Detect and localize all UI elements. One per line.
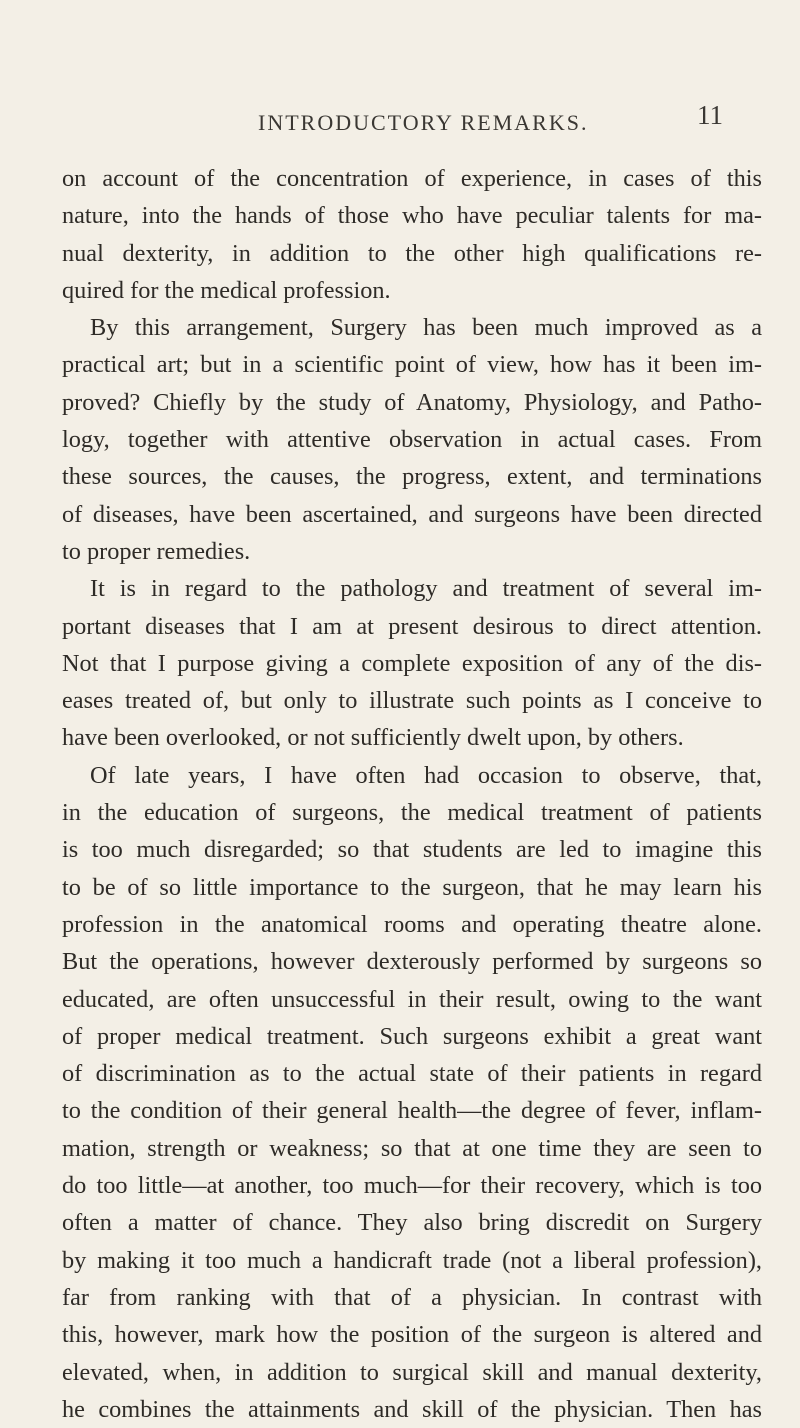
text-line: quired for the medical profession. xyxy=(62,276,391,304)
page-number: 11 xyxy=(697,100,723,130)
text-line: far from ranking with that of a physician. In contrast with xyxy=(62,1283,762,1311)
running-title: INTRODUCTORY REMARKS. xyxy=(258,110,589,135)
text-line: Of late years, I have often had occasion to observe, that, xyxy=(90,761,762,789)
text-line: to be of so little importance to the surgeon, that he may learn his xyxy=(62,873,762,901)
text-line: practical art; but in a scientific point of view, how has it been im- xyxy=(62,351,762,379)
body-text xyxy=(62,160,762,1428)
text-line: to the condition of their general health—the degree of fever, inflam- xyxy=(62,1097,762,1125)
text-line: But the operations, however dexterously performed by surgeons so xyxy=(62,948,762,976)
text-line: this, however, mark how the position of the surgeon is altered and xyxy=(62,1321,762,1349)
text-line: in the education of surgeons, the medical treatment of patients xyxy=(62,799,762,827)
text-line: It is in regard to the pathology and treatment of several im- xyxy=(90,575,762,603)
text-line: By this arrangement, Surgery has been much improved as a xyxy=(90,314,762,342)
text-line: logy, together with attentive observation in actual cases. From xyxy=(62,426,762,454)
running-head xyxy=(0,100,800,140)
text-line: he combines the attainments and skill of the physician. Then has xyxy=(62,1395,762,1423)
text-line: of diseases, have been ascertained, and surgeons have been directed xyxy=(62,500,762,528)
text-line: to proper remedies. xyxy=(62,537,251,565)
text-line: of discrimination as to the actual state of their patients in regard xyxy=(62,1060,762,1088)
text-line: do too little—at another, too much—for their recovery, which is too xyxy=(62,1172,762,1200)
text-line: educated, are often unsuccessful in their result, owing to the want xyxy=(62,985,762,1013)
text-line: of proper medical treatment. Such surgeons exhibit a great want xyxy=(62,1022,762,1050)
text-line: profession in the anatomical rooms and operating theatre alone. xyxy=(62,910,762,938)
text-line: proved? Chiefly by the study of Anatomy, Physiology, and Patho- xyxy=(62,388,762,416)
text-line: portant diseases that I am at present desirous to direct attention. xyxy=(62,612,762,640)
text-line: nual dexterity, in addition to the other high qualifications re- xyxy=(62,239,762,267)
text-line: often a matter of chance. They also bring discredit on Surgery xyxy=(62,1209,762,1237)
text-line: elevated, when, in addition to surgical skill and manual dexterity, xyxy=(62,1358,762,1386)
text-line: have been overlooked, or not sufficiently dwelt upon, by others. xyxy=(62,724,684,752)
text-line: is too much disregarded; so that students are led to imagine this xyxy=(62,836,762,864)
text-line: these sources, the causes, the progress, extent, and terminations xyxy=(62,463,762,491)
text-line: Not that I purpose giving a complete exposition of any of the dis- xyxy=(62,649,762,677)
text-line: nature, into the hands of those who have peculiar talents for ma- xyxy=(62,202,762,230)
text-line: eases treated of, but only to illustrate such points as I conceive to xyxy=(62,687,762,715)
text-line: by making it too much a handicraft trade (not a liberal profession), xyxy=(62,1246,762,1274)
text-line: mation, strength or weakness; so that at one time they are seen to xyxy=(62,1134,762,1162)
text-line: on account of the concentration of experience, in cases of this xyxy=(62,165,762,192)
